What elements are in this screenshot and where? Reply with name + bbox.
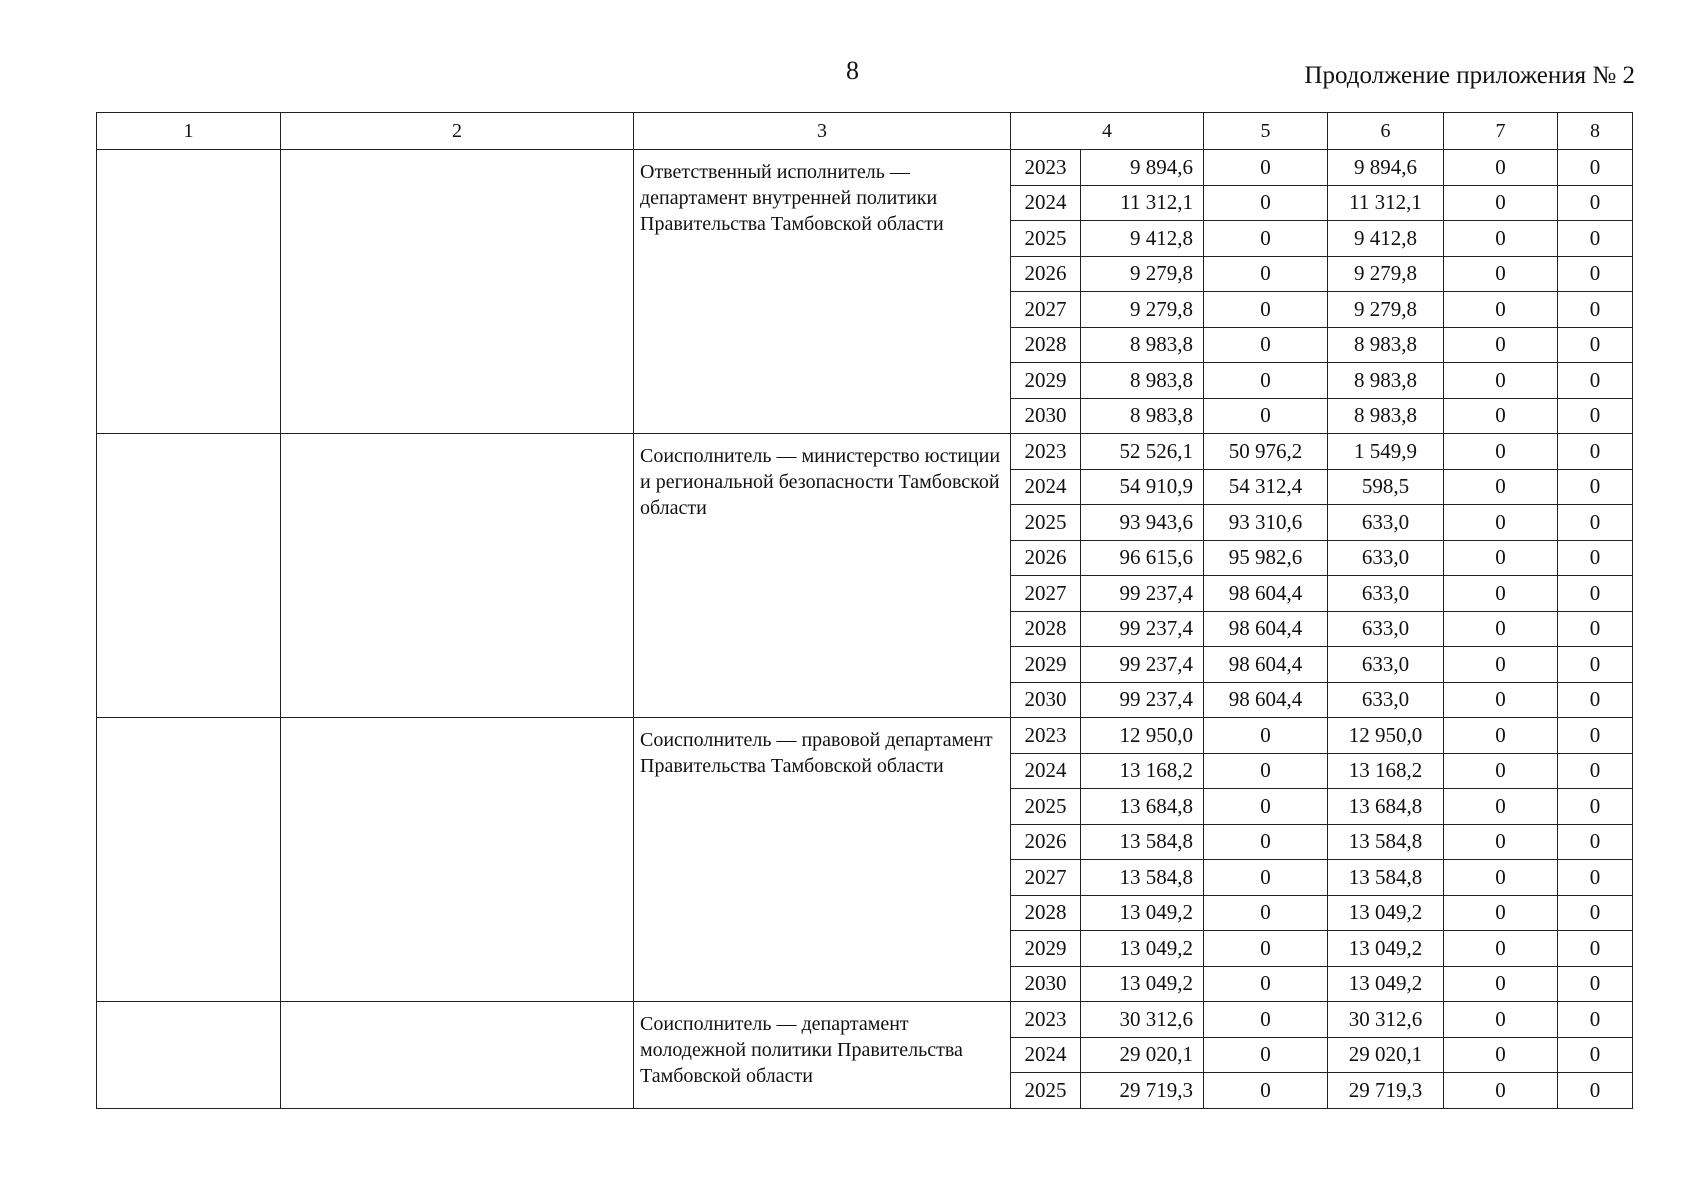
year-cell: 2026 (1011, 824, 1081, 860)
col7-cell: 0 (1444, 1002, 1558, 1038)
col5-cell: 0 (1204, 860, 1328, 896)
col6-cell: 29 719,3 (1328, 1073, 1444, 1109)
total-cell: 12 950,0 (1081, 718, 1204, 754)
col7-cell: 0 (1444, 647, 1558, 683)
empty-cell-col1 (97, 718, 281, 1002)
executor-description: Соисполнитель — министерство юстиции и региональной безопасности Тамбовской области (634, 434, 1011, 718)
col6-cell: 633,0 (1328, 647, 1444, 683)
col6-cell: 8 983,8 (1328, 363, 1444, 399)
col7-cell: 0 (1444, 966, 1558, 1002)
year-cell: 2025 (1011, 789, 1081, 825)
empty-cell-col2 (281, 1002, 634, 1109)
col8-cell: 0 (1558, 363, 1633, 399)
total-cell: 30 312,6 (1081, 1002, 1204, 1038)
col6-cell: 13 049,2 (1328, 931, 1444, 967)
col8-cell: 0 (1558, 434, 1633, 470)
budget-table (96, 112, 1633, 1109)
col5-cell: 0 (1204, 185, 1328, 221)
year-cell: 2025 (1011, 1073, 1081, 1109)
year-cell: 2029 (1011, 931, 1081, 967)
col6-cell: 8 983,8 (1328, 327, 1444, 363)
col7-cell: 0 (1444, 718, 1558, 754)
col7-cell: 0 (1444, 505, 1558, 541)
col8-cell: 0 (1558, 576, 1633, 612)
column-header: 6 (1328, 113, 1444, 150)
total-cell: 99 237,4 (1081, 576, 1204, 612)
col5-cell: 0 (1204, 292, 1328, 328)
year-cell: 2030 (1011, 682, 1081, 718)
col7-cell: 0 (1444, 789, 1558, 825)
col8-cell: 0 (1558, 327, 1633, 363)
col6-cell: 598,5 (1328, 469, 1444, 505)
col6-cell: 13 168,2 (1328, 753, 1444, 789)
col6-cell: 13 049,2 (1328, 966, 1444, 1002)
col5-cell: 98 604,4 (1204, 576, 1328, 612)
total-cell: 52 526,1 (1081, 434, 1204, 470)
col7-cell: 0 (1444, 753, 1558, 789)
col7-cell: 0 (1444, 185, 1558, 221)
col5-cell: 0 (1204, 824, 1328, 860)
total-cell: 54 910,9 (1081, 469, 1204, 505)
year-cell: 2023 (1011, 718, 1081, 754)
col8-cell: 0 (1558, 824, 1633, 860)
total-cell: 13 584,8 (1081, 860, 1204, 896)
year-cell: 2029 (1011, 647, 1081, 683)
column-header: 1 (97, 113, 281, 150)
col8-cell: 0 (1558, 753, 1633, 789)
col7-cell: 0 (1444, 540, 1558, 576)
col8-cell: 0 (1558, 789, 1633, 825)
total-cell: 29 020,1 (1081, 1037, 1204, 1073)
year-cell: 2024 (1011, 1037, 1081, 1073)
total-cell: 8 983,8 (1081, 398, 1204, 434)
col5-cell: 0 (1204, 150, 1328, 186)
col8-cell: 0 (1558, 221, 1633, 257)
col7-cell: 0 (1444, 221, 1558, 257)
col5-cell: 0 (1204, 1002, 1328, 1038)
col6-cell: 11 312,1 (1328, 185, 1444, 221)
col6-cell: 9 279,8 (1328, 292, 1444, 328)
empty-cell-col1 (97, 150, 281, 434)
col8-cell: 0 (1558, 540, 1633, 576)
total-cell: 13 049,2 (1081, 931, 1204, 967)
col5-cell: 0 (1204, 221, 1328, 257)
year-cell: 2025 (1011, 505, 1081, 541)
table-row (97, 718, 1633, 754)
year-cell: 2028 (1011, 327, 1081, 363)
year-cell: 2028 (1011, 611, 1081, 647)
year-cell: 2027 (1011, 576, 1081, 612)
col8-cell: 0 (1558, 931, 1633, 967)
col5-cell: 0 (1204, 363, 1328, 399)
col5-cell: 54 312,4 (1204, 469, 1328, 505)
col5-cell: 0 (1204, 931, 1328, 967)
col5-cell: 93 310,6 (1204, 505, 1328, 541)
col7-cell: 0 (1444, 434, 1558, 470)
col6-cell: 633,0 (1328, 576, 1444, 612)
total-cell: 13 168,2 (1081, 753, 1204, 789)
column-header: 3 (634, 113, 1011, 150)
total-cell: 11 312,1 (1081, 185, 1204, 221)
column-number-row (97, 113, 1633, 150)
year-cell: 2027 (1011, 292, 1081, 328)
year-cell: 2023 (1011, 434, 1081, 470)
col7-cell: 0 (1444, 469, 1558, 505)
total-cell: 13 049,2 (1081, 966, 1204, 1002)
col8-cell: 0 (1558, 682, 1633, 718)
empty-cell-col2 (281, 150, 634, 434)
col5-cell: 50 976,2 (1204, 434, 1328, 470)
empty-cell-col1 (97, 434, 281, 718)
total-cell: 93 943,6 (1081, 505, 1204, 541)
col6-cell: 30 312,6 (1328, 1002, 1444, 1038)
col6-cell: 9 412,8 (1328, 221, 1444, 257)
total-cell: 8 983,8 (1081, 363, 1204, 399)
col8-cell: 0 (1558, 505, 1633, 541)
col8-cell: 0 (1558, 1002, 1633, 1038)
col5-cell: 0 (1204, 753, 1328, 789)
col6-cell: 9 894,6 (1328, 150, 1444, 186)
total-cell: 96 615,6 (1081, 540, 1204, 576)
col6-cell: 13 049,2 (1328, 895, 1444, 931)
table-row (97, 434, 1633, 470)
year-cell: 2023 (1011, 1002, 1081, 1038)
total-cell: 9 412,8 (1081, 221, 1204, 257)
col7-cell: 0 (1444, 256, 1558, 292)
col8-cell: 0 (1558, 1073, 1633, 1109)
col6-cell: 13 584,8 (1328, 824, 1444, 860)
column-header: 5 (1204, 113, 1328, 150)
empty-cell-col2 (281, 434, 634, 718)
col8-cell: 0 (1558, 292, 1633, 328)
col8-cell: 0 (1558, 718, 1633, 754)
total-cell: 13 584,8 (1081, 824, 1204, 860)
col5-cell: 98 604,4 (1204, 647, 1328, 683)
executor-description: Соисполнитель — правовой департамент Правительства Тамбовской области (634, 718, 1011, 1002)
year-cell: 2026 (1011, 256, 1081, 292)
col5-cell: 0 (1204, 718, 1328, 754)
col8-cell: 0 (1558, 256, 1633, 292)
column-header: 4 (1011, 113, 1204, 150)
col5-cell: 0 (1204, 256, 1328, 292)
total-cell: 13 684,8 (1081, 789, 1204, 825)
col5-cell: 0 (1204, 398, 1328, 434)
col5-cell: 0 (1204, 966, 1328, 1002)
col7-cell: 0 (1444, 931, 1558, 967)
executor-description: Соисполнитель — департамент молодежной политики Правительства Тамбовской области (634, 1002, 1011, 1109)
col6-cell: 13 584,8 (1328, 860, 1444, 896)
column-header: 8 (1558, 113, 1633, 150)
col7-cell: 0 (1444, 824, 1558, 860)
col6-cell: 633,0 (1328, 505, 1444, 541)
col7-cell: 0 (1444, 150, 1558, 186)
empty-cell-col1 (97, 1002, 281, 1109)
total-cell: 13 049,2 (1081, 895, 1204, 931)
col6-cell: 9 279,8 (1328, 256, 1444, 292)
col8-cell: 0 (1558, 966, 1633, 1002)
year-cell: 2023 (1011, 150, 1081, 186)
table-row (97, 1002, 1633, 1038)
total-cell: 9 279,8 (1081, 256, 1204, 292)
year-cell: 2030 (1011, 398, 1081, 434)
col5-cell: 0 (1204, 789, 1328, 825)
col5-cell: 0 (1204, 895, 1328, 931)
col8-cell: 0 (1558, 185, 1633, 221)
col8-cell: 0 (1558, 150, 1633, 186)
col8-cell: 0 (1558, 647, 1633, 683)
col8-cell: 0 (1558, 469, 1633, 505)
col5-cell: 95 982,6 (1204, 540, 1328, 576)
appendix-title: Продолжение приложения № 2 (1304, 62, 1635, 89)
col7-cell: 0 (1444, 363, 1558, 399)
col8-cell: 0 (1558, 611, 1633, 647)
year-cell: 2024 (1011, 185, 1081, 221)
empty-cell-col2 (281, 718, 634, 1002)
col7-cell: 0 (1444, 1037, 1558, 1073)
year-cell: 2030 (1011, 966, 1081, 1002)
col5-cell: 0 (1204, 1073, 1328, 1109)
col7-cell: 0 (1444, 895, 1558, 931)
year-cell: 2029 (1011, 363, 1081, 399)
column-header: 2 (281, 113, 634, 150)
total-cell: 29 719,3 (1081, 1073, 1204, 1109)
col5-cell: 0 (1204, 327, 1328, 363)
col7-cell: 0 (1444, 292, 1558, 328)
col7-cell: 0 (1444, 327, 1558, 363)
page-number: 8 (846, 56, 859, 85)
total-cell: 99 237,4 (1081, 611, 1204, 647)
col6-cell: 1 549,9 (1328, 434, 1444, 470)
total-cell: 8 983,8 (1081, 327, 1204, 363)
executor-description: Ответственный исполнитель — департамент внутренней политики Правительства Тамбовской области (634, 150, 1011, 434)
col6-cell: 633,0 (1328, 682, 1444, 718)
col6-cell: 12 950,0 (1328, 718, 1444, 754)
col7-cell: 0 (1444, 576, 1558, 612)
col8-cell: 0 (1558, 895, 1633, 931)
col8-cell: 0 (1558, 1037, 1633, 1073)
total-cell: 9 894,6 (1081, 150, 1204, 186)
col7-cell: 0 (1444, 682, 1558, 718)
total-cell: 99 237,4 (1081, 682, 1204, 718)
col7-cell: 0 (1444, 398, 1558, 434)
col5-cell: 0 (1204, 1037, 1328, 1073)
year-cell: 2027 (1011, 860, 1081, 896)
col8-cell: 0 (1558, 860, 1633, 896)
table-row (97, 150, 1633, 186)
col6-cell: 633,0 (1328, 611, 1444, 647)
year-cell: 2024 (1011, 469, 1081, 505)
col6-cell: 633,0 (1328, 540, 1444, 576)
year-cell: 2028 (1011, 895, 1081, 931)
col8-cell: 0 (1558, 398, 1633, 434)
col7-cell: 0 (1444, 1073, 1558, 1109)
column-header: 7 (1444, 113, 1558, 150)
col6-cell: 13 684,8 (1328, 789, 1444, 825)
year-cell: 2024 (1011, 753, 1081, 789)
year-cell: 2026 (1011, 540, 1081, 576)
col7-cell: 0 (1444, 860, 1558, 896)
year-cell: 2025 (1011, 221, 1081, 257)
col6-cell: 29 020,1 (1328, 1037, 1444, 1073)
col7-cell: 0 (1444, 611, 1558, 647)
col6-cell: 8 983,8 (1328, 398, 1444, 434)
col5-cell: 98 604,4 (1204, 682, 1328, 718)
col5-cell: 98 604,4 (1204, 611, 1328, 647)
total-cell: 9 279,8 (1081, 292, 1204, 328)
total-cell: 99 237,4 (1081, 647, 1204, 683)
